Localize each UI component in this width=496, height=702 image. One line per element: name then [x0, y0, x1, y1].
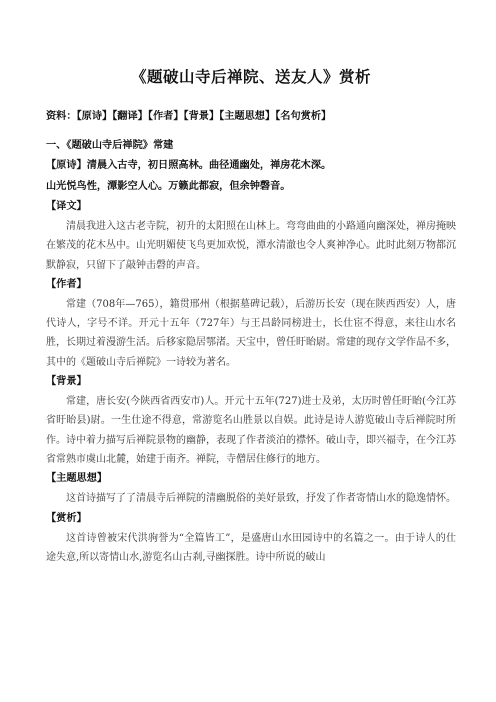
background-text: 常建，唐长安(今陕西省西安市)人。开元十五年(727)进士及弟，太历时曾任盱眙(今江苏省盱眙县)尉。一生仕途不得意，常游览名山胜景以自娱。此诗是诗人游览破山寺后禅院时所作。诗中着力描写后禅院景物的幽静，表现了作者淡泊的襟怀。破山寺，即兴福寺，在今江苏省常熟市虞山北麓，始建于南齐。禅院，寺僧居住修行的地方。 [46, 396, 456, 465]
poem-line: 【原诗】清晨入古寺，初日照高林。曲径通幽处，禅房花木深。 [46, 160, 332, 171]
appreciation-text: 这首诗曾被宋代洪驹誉为“全篇皆工”，是盛唐山水田园诗中的名篇之一。由于诗人的仕途失意,所以寄情山水,游览名山古刹,寻幽探胜。诗中所说的破山 [46, 532, 456, 563]
poem-line: 山光悦鸟性，潭影空人心。万籁此都寂，但余钟磬音。 [46, 180, 291, 192]
theme-tag: 【主题思想】 [46, 473, 108, 485]
translation-tag: 【译文】 [46, 201, 87, 212]
page-title: 《题破山寺后禅院、送友人》赏析 [130, 68, 371, 86]
theme-text: 这首诗描写了了清晨寺后禅院的清幽脱俗的美好景致，抒发了作者寄情山水的隐逸情怀。 [66, 493, 456, 505]
resource-index-line: 资料：【原诗】【翻译】【作者】【背景】【主题思想】【名句赏析】 [46, 111, 332, 122]
author-tag: 【作者】 [46, 278, 87, 290]
appreciation-tag: 【赏析】 [46, 512, 87, 524]
author-text: 常建（708年—765），籍贯邢州（根据墓碑记载），后游历长安（现在陕西西安）人，唐代诗人，字号不详。开元十五年（727年）与王昌龄同榜进士，长仕宦不得意，来往山水名胜，长期过着漫游生活。后移家隐居鄂渚。天宝中，曾任盱眙尉。常建的现存文学作品不多，其中的《题破山寺后禅院》一诗较为著名。 [46, 298, 456, 368]
section-heading: 一、《题破山寺后禅院》常建 [46, 139, 174, 151]
translation-text: 清晨我进入这古老寺院，初升的太阳照在山林上。弯弯曲曲的小路通向幽深处，禅房掩映在繁茂的花木丛中。山光明媚使飞鸟更加欢悦，潭水清澈也令人爽神净心。此时此刻万物都沉默静寂，只留下了敲钟击磬的声音。 [46, 221, 456, 271]
background-tag: 【背景】 [46, 376, 87, 388]
